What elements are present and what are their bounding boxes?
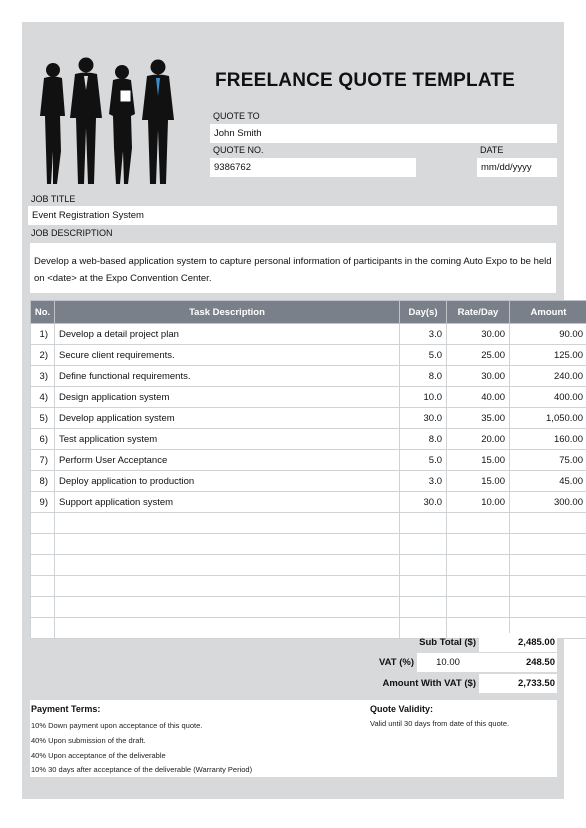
quote-to-field[interactable]: John Smith bbox=[210, 124, 557, 143]
task-description-cell[interactable] bbox=[55, 597, 400, 618]
column-header-amount: Amount bbox=[510, 301, 586, 324]
days-cell[interactable]: 8.0 bbox=[400, 366, 447, 387]
table-row bbox=[31, 513, 586, 534]
task-description-cell[interactable] bbox=[55, 576, 400, 597]
days-cell[interactable] bbox=[400, 534, 447, 555]
amount-cell[interactable]: 160.00 bbox=[510, 429, 586, 450]
amount-cell[interactable] bbox=[510, 555, 586, 576]
row-number-cell: 7) bbox=[31, 450, 55, 471]
amount-cell[interactable]: 75.00 bbox=[510, 450, 586, 471]
quote-no-label: QUOTE NO. bbox=[213, 145, 264, 155]
rate-per-day-cell[interactable]: 35.00 bbox=[447, 408, 510, 429]
date-label: DATE bbox=[480, 145, 504, 155]
days-cell[interactable]: 10.0 bbox=[400, 387, 447, 408]
days-cell[interactable] bbox=[400, 555, 447, 576]
rate-per-day-cell[interactable]: 20.00 bbox=[447, 429, 510, 450]
task-description-cell[interactable] bbox=[55, 534, 400, 555]
task-table bbox=[30, 300, 586, 639]
table-row bbox=[31, 597, 586, 618]
rate-per-day-cell[interactable]: 15.00 bbox=[447, 471, 510, 492]
table-header-row bbox=[31, 301, 586, 324]
row-number-cell: 3) bbox=[31, 366, 55, 387]
row-number-cell: 2) bbox=[31, 345, 55, 366]
rate-per-day-cell[interactable]: 25.00 bbox=[447, 345, 510, 366]
amount-cell[interactable]: 90.00 bbox=[510, 324, 586, 345]
row-number-cell bbox=[31, 555, 55, 576]
amount-cell[interactable]: 45.00 bbox=[510, 471, 586, 492]
amount-cell[interactable]: 1,050.00 bbox=[510, 408, 586, 429]
days-cell[interactable]: 3.0 bbox=[400, 324, 447, 345]
row-number-cell: 6) bbox=[31, 429, 55, 450]
days-cell[interactable] bbox=[400, 576, 447, 597]
job-description-label: JOB DESCRIPTION bbox=[31, 228, 113, 238]
payment-term-2: 40% Upon submission of the draft. bbox=[31, 736, 146, 745]
days-cell[interactable]: 5.0 bbox=[400, 345, 447, 366]
task-description-cell[interactable] bbox=[55, 513, 400, 534]
task-description-cell[interactable]: Support application system bbox=[55, 492, 400, 513]
table-row bbox=[31, 387, 586, 408]
page-title: FREELANCE QUOTE TEMPLATE bbox=[215, 70, 516, 91]
payment-term-1: 10% Down payment upon acceptance of this quote. bbox=[31, 721, 203, 730]
amount-cell[interactable]: 240.00 bbox=[510, 366, 586, 387]
column-header-task: Task Description bbox=[55, 301, 400, 324]
quote-to-label: QUOTE TO bbox=[213, 111, 260, 121]
job-title-label: JOB TITLE bbox=[31, 194, 76, 204]
task-description-cell[interactable]: Develop a detail project plan bbox=[55, 324, 400, 345]
table-row bbox=[31, 576, 586, 597]
business-people-illustration bbox=[36, 56, 181, 186]
days-cell[interactable] bbox=[400, 618, 447, 639]
row-number-cell bbox=[31, 534, 55, 555]
table-row bbox=[31, 450, 586, 471]
table-row bbox=[31, 408, 586, 429]
terms-section bbox=[30, 700, 557, 777]
table-row bbox=[31, 492, 586, 513]
amount-cell[interactable] bbox=[510, 597, 586, 618]
table-row bbox=[31, 345, 586, 366]
row-number-cell bbox=[31, 576, 55, 597]
task-description-cell[interactable] bbox=[55, 618, 400, 639]
rate-per-day-cell[interactable] bbox=[447, 597, 510, 618]
task-description-cell[interactable] bbox=[55, 555, 400, 576]
task-description-cell[interactable]: Design application system bbox=[55, 387, 400, 408]
subtotal-value: 2,485.00 bbox=[479, 633, 557, 652]
table-row bbox=[31, 534, 586, 555]
days-cell[interactable]: 30.0 bbox=[400, 492, 447, 513]
amount-cell[interactable] bbox=[510, 534, 586, 555]
row-number-cell: 4) bbox=[31, 387, 55, 408]
task-description-cell[interactable]: Deploy application to production bbox=[55, 471, 400, 492]
row-number-cell bbox=[31, 618, 55, 639]
rate-per-day-cell[interactable]: 15.00 bbox=[447, 450, 510, 471]
days-cell[interactable] bbox=[400, 513, 447, 534]
days-cell[interactable]: 3.0 bbox=[400, 471, 447, 492]
quote-validity-text: Valid until 30 days from date of this quote. bbox=[370, 719, 510, 728]
job-title-field[interactable]: Event Registration System bbox=[28, 206, 557, 225]
task-description-cell[interactable]: Secure client requirements. bbox=[55, 345, 400, 366]
rate-per-day-cell[interactable] bbox=[447, 576, 510, 597]
table-row bbox=[31, 471, 586, 492]
rate-per-day-cell[interactable] bbox=[447, 534, 510, 555]
amount-cell[interactable]: 125.00 bbox=[510, 345, 586, 366]
column-header-rate: Rate/Day bbox=[447, 301, 510, 324]
vat-value: 248.50 bbox=[479, 653, 557, 672]
rate-per-day-cell[interactable]: 10.00 bbox=[447, 492, 510, 513]
days-cell[interactable]: 5.0 bbox=[400, 450, 447, 471]
column-header-no: No. bbox=[31, 301, 55, 324]
job-description-field[interactable]: Develop a web-based application system to capture personal information of participants in the coming Auto Expo to be held on <date> at the Expo Convention Center. bbox=[30, 243, 556, 293]
rate-per-day-cell[interactable]: 30.00 bbox=[447, 324, 510, 345]
column-header-days: Day(s) bbox=[400, 301, 447, 324]
amount-cell[interactable] bbox=[510, 576, 586, 597]
task-description-cell[interactable]: Test application system bbox=[55, 429, 400, 450]
row-number-cell: 9) bbox=[31, 492, 55, 513]
amount-cell[interactable]: 400.00 bbox=[510, 387, 586, 408]
vat-rate-field[interactable]: 10.00 bbox=[417, 653, 479, 672]
row-number-cell: 8) bbox=[31, 471, 55, 492]
task-description-cell[interactable]: Perform User Acceptance bbox=[55, 450, 400, 471]
table-row bbox=[31, 324, 586, 345]
rate-per-day-cell[interactable]: 40.00 bbox=[447, 387, 510, 408]
task-description-cell[interactable]: Develop application system bbox=[55, 408, 400, 429]
date-field[interactable]: mm/dd/yyyy bbox=[477, 158, 557, 177]
days-cell[interactable]: 8.0 bbox=[400, 429, 447, 450]
rate-per-day-cell[interactable]: 30.00 bbox=[447, 366, 510, 387]
subtotal-label: Sub Total ($) bbox=[419, 637, 476, 648]
row-number-cell bbox=[31, 513, 55, 534]
rate-per-day-cell[interactable] bbox=[447, 513, 510, 534]
row-number-cell: 1) bbox=[31, 324, 55, 345]
total-with-vat-label: Amount With VAT ($) bbox=[382, 678, 476, 689]
total-with-vat-value: 2,733.50 bbox=[479, 674, 557, 693]
payment-term-4: 10% 30 days after acceptance of the deliverable (Warranty Period) bbox=[31, 765, 253, 774]
days-cell[interactable]: 30.0 bbox=[400, 408, 447, 429]
payment-term-3: 40% Upon acceptance of the deliverable bbox=[31, 751, 166, 760]
payment-terms-label: Payment Terms: bbox=[31, 704, 101, 714]
table-row bbox=[31, 555, 586, 576]
quote-no-field[interactable]: 9386762 bbox=[210, 158, 416, 177]
amount-cell[interactable] bbox=[510, 513, 586, 534]
table-row bbox=[31, 429, 586, 450]
quote-validity-label: Quote Validity: bbox=[370, 704, 434, 714]
rate-per-day-cell[interactable] bbox=[447, 555, 510, 576]
table-row bbox=[31, 366, 586, 387]
vat-label: VAT (%) bbox=[378, 657, 414, 668]
row-number-cell bbox=[31, 597, 55, 618]
row-number-cell: 5) bbox=[31, 408, 55, 429]
task-description-cell[interactable]: Define functional requirements. bbox=[55, 366, 400, 387]
amount-cell[interactable]: 300.00 bbox=[510, 492, 586, 513]
days-cell[interactable] bbox=[400, 597, 447, 618]
